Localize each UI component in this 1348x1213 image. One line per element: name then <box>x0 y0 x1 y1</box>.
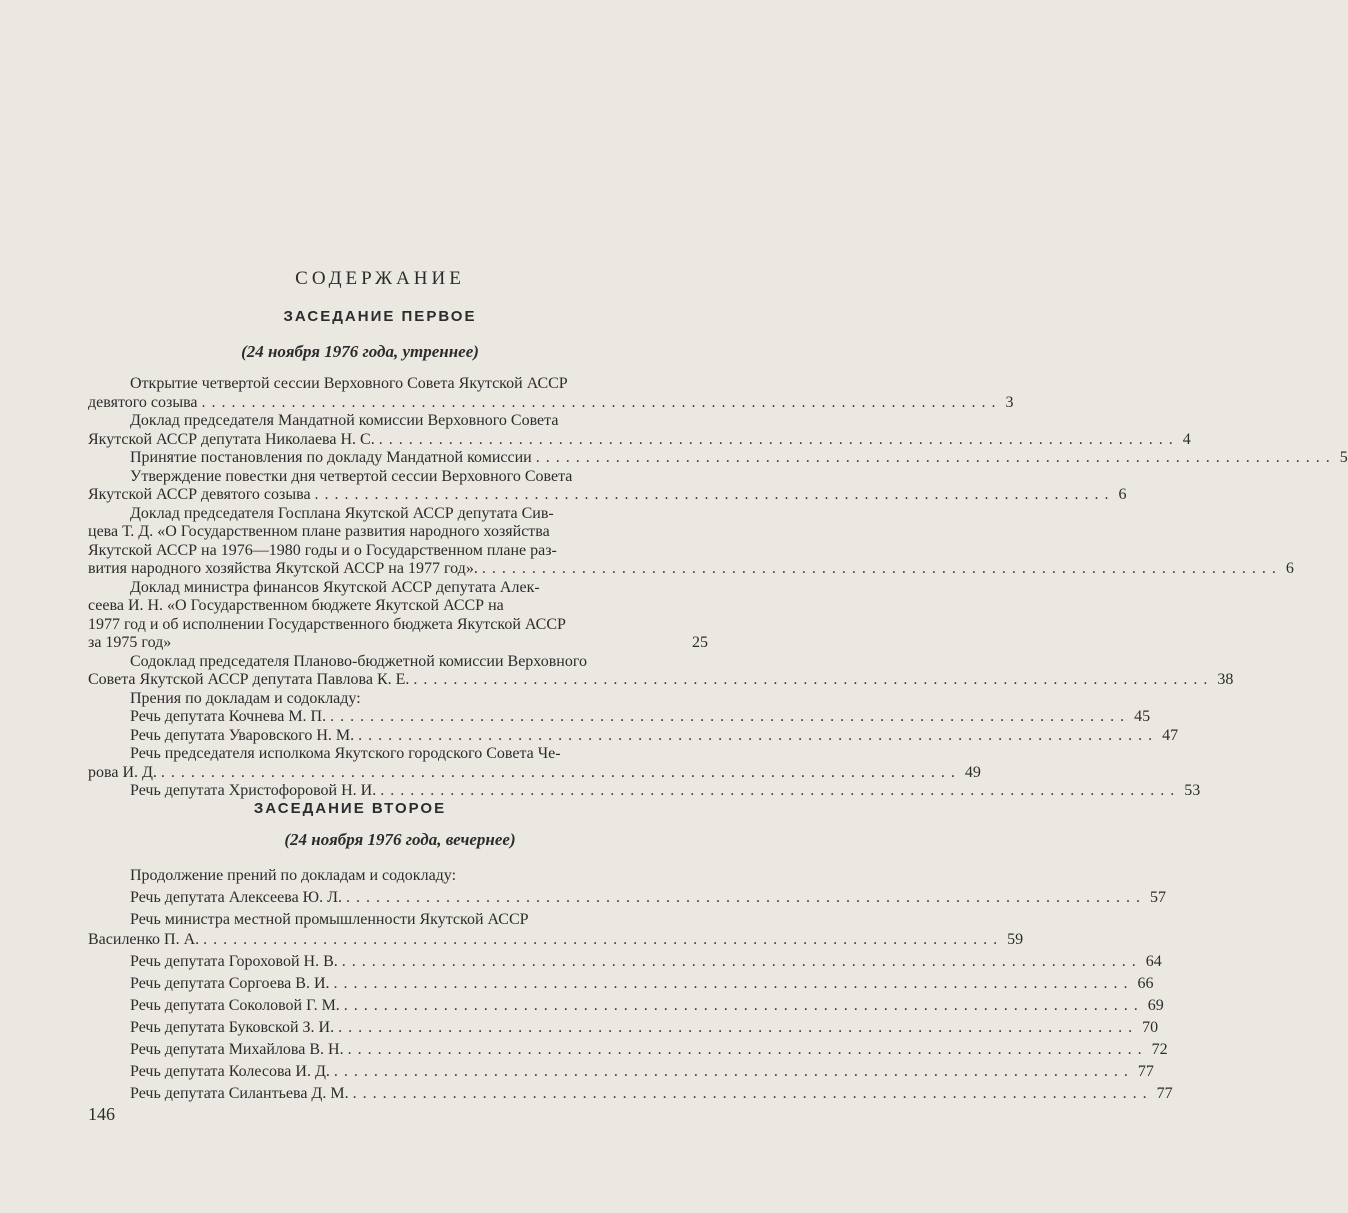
dot-leader: ................................................................................ <box>352 1085 1153 1102</box>
toc-page-number: 3 <box>1005 393 1014 411</box>
toc-page-number: 77 <box>1137 1063 1154 1080</box>
toc-entry-text: Речь депутата Силантьева Д. М. <box>130 1085 349 1102</box>
toc-entry-last-line <box>88 671 1234 690</box>
toc-entry-text: Совета Якутской АССР депутата Павлова К. Е. <box>88 671 410 688</box>
toc-entry-last-line <box>88 486 1127 505</box>
dot-leader: ................................................................................ <box>201 393 1002 411</box>
toc-page-number: 25 <box>692 634 708 651</box>
toc-page-number: 70 <box>1142 1019 1159 1036</box>
toc-page-number: 4 <box>1182 430 1191 448</box>
toc-entry-text: Речь депутата Соколовой Г. М. <box>130 997 340 1014</box>
toc-entry <box>88 708 1151 727</box>
toc-entry-text: Речь депутата Уваровского Н. М. <box>130 726 355 744</box>
toc-entry-text: Речь депутата Михайлова В. Н. <box>130 1041 344 1058</box>
dot-leader: ................................................................................ <box>330 708 1131 725</box>
toc-entry-text: Речь депутата Колесова И. Д. <box>130 1063 330 1080</box>
toc-entry-line: 1977 год и об исполнении Государственного бюджета Якутской АССР <box>88 615 566 633</box>
toc-page-number: 49 <box>964 763 981 781</box>
toc-entry <box>88 504 1294 579</box>
toc-entry <box>88 952 1162 972</box>
toc-entry-text: за 1975 год» <box>88 634 172 651</box>
toc-entry <box>88 1040 1168 1060</box>
dot-leader: ................................................................................ <box>333 1063 1134 1080</box>
toc-entry-text: Якутской АССР девятого созыва <box>88 486 311 503</box>
toc-entry-last-line <box>88 560 1294 579</box>
toc-entry-line: Доклад председателя Мандатной комиссии Верховного Совета <box>130 412 559 429</box>
toc-entry-last-line <box>88 888 1166 908</box>
session-1-heading: ЗАСЕДАНИЕ ПЕРВОЕ <box>283 308 477 325</box>
toc-page-number: 5 <box>1339 449 1348 466</box>
toc-entry-last-line <box>88 449 1348 468</box>
toc-entry <box>88 1062 1154 1082</box>
toc-entry-line: Открытие четвертой сессии Верховного Совета Якутской АССР <box>130 375 568 392</box>
toc-page-number: 64 <box>1145 953 1162 970</box>
toc-entry-text: вития народного хозяйства Якутской АССР на 1977 год». <box>88 560 478 577</box>
toc-entry-last-line <box>88 430 1191 450</box>
toc-entry-last-line <box>88 690 708 709</box>
toc-entry-text: Речь депутата Алексеева Ю. Л. <box>130 889 342 906</box>
dot-leader: ................................................................................ <box>343 997 1144 1014</box>
toc-entry-text: Речь депутата Христофоровой Н. И. <box>130 782 377 799</box>
toc-entry <box>88 467 1127 505</box>
toc-page-number: 6 <box>1285 560 1294 577</box>
dot-leader: ................................................................................ <box>203 931 1004 948</box>
toc-entry-text: Якутской АССР депутата Николаева Н. С. <box>88 430 375 448</box>
toc-entry-last-line <box>88 1084 1173 1104</box>
toc-entry-line: Утверждение повестки дня четвертой сессии Верховного Совета <box>130 467 573 485</box>
toc-entry-last-line <box>88 726 1179 746</box>
session-2-heading: ЗАСЕДАНИЕ ВТОРОЕ <box>253 800 447 817</box>
toc-entry <box>88 745 981 782</box>
toc-entry <box>88 726 1179 746</box>
toc-entry <box>88 449 1348 468</box>
session-2-date: (24 ноября 1976 года, вечернее) <box>284 830 516 849</box>
toc-entry-line: цева Т. Д. «О Государственном плане развития народного хозяйства <box>88 523 550 540</box>
toc-entry-last-line <box>88 952 1162 972</box>
toc-entry-last-line <box>88 1018 1159 1038</box>
toc-entry-last-line <box>88 393 1014 413</box>
contents-title: СОДЕРЖАНИЕ <box>295 268 465 289</box>
dot-leader: ................................................................................ <box>358 726 1159 744</box>
toc-entry-last-line <box>88 634 708 653</box>
toc-entry <box>88 1018 1159 1038</box>
toc-entry <box>88 782 1201 801</box>
toc-entry-text: Продолжение прений по докладам и содокладу: <box>130 867 457 884</box>
toc-page-number: 45 <box>1134 708 1151 725</box>
toc-entry-text: Речь депутата Соргоева В. И. <box>130 975 330 992</box>
toc-entry-line: Доклад председателя Госплана Якутской АССР депутата Сив- <box>130 504 554 522</box>
toc-entry-text: Речь депутата Гороховой Н. В. <box>130 953 338 970</box>
dot-leader: ................................................................................ <box>160 763 961 781</box>
toc-page-number: 47 <box>1162 726 1179 744</box>
toc-entry-last-line <box>88 782 1201 801</box>
toc-entry-text: Речь депутата Кочнева М. П. <box>130 708 327 725</box>
toc-page-number: 66 <box>1137 975 1154 992</box>
toc-entry-last-line <box>88 708 1151 727</box>
toc-entry-last-line <box>88 763 981 783</box>
toc-entry-last-line <box>88 1040 1168 1060</box>
toc-entry-text: Василенко П. А. <box>88 931 200 948</box>
toc-entry-text: Речь депутата Буковской З. И. <box>130 1019 335 1036</box>
toc-entry <box>88 1084 1173 1104</box>
dot-leader: ................................................................................ <box>341 953 1142 970</box>
toc-entry <box>88 996 1164 1016</box>
toc-entry-line: Доклад министра финансов Якутской АССР депутата Алек- <box>130 578 540 596</box>
toc-page-number: 38 <box>1217 671 1234 688</box>
toc-entry-last-line <box>88 1062 1154 1082</box>
toc-entry <box>88 888 1166 908</box>
dot-leader: ................................................................................ <box>345 889 1146 906</box>
dot-leader: ................................................................................ <box>347 1041 1148 1058</box>
toc-page-number: 6 <box>1118 486 1127 503</box>
toc-entry <box>88 412 1191 449</box>
dot-leader: ................................................................................ <box>338 1019 1139 1036</box>
toc-entry-last-line <box>88 866 708 886</box>
session-1-date: (24 ноября 1976 года, утреннее) <box>241 342 479 361</box>
toc-entry <box>88 690 708 709</box>
toc-entry-line: Якутской АССР на 1976—1980 годы и о Государственном плане раз- <box>88 541 557 559</box>
dot-leader: ................................................................................ <box>378 430 1179 448</box>
toc-page-number: 69 <box>1147 997 1164 1014</box>
dot-leader: ................................................................................ <box>380 782 1181 799</box>
toc-entry <box>88 910 1024 950</box>
dot-leader: ................................................................................ <box>535 449 1336 466</box>
toc-entry <box>88 652 1234 690</box>
toc-entry-text: рова И. Д. <box>88 763 157 781</box>
toc-entry <box>88 579 708 653</box>
toc-entry-line: Речь министра местной промышленности Якутской АССР <box>130 911 529 928</box>
toc-page-number: 72 <box>1151 1041 1168 1058</box>
page-number: 146 <box>88 1104 115 1124</box>
toc-entry-last-line <box>88 930 1024 950</box>
dot-leader: ................................................................................ <box>314 486 1115 503</box>
toc-page-number: 77 <box>1156 1085 1173 1102</box>
toc-entry-line: Содоклад председателя Планово-бюджетной комиссии Верховного <box>130 652 587 670</box>
toc-entry-line: Речь председателя исполкома Якутского городского Совета Че- <box>130 745 561 762</box>
toc-entry <box>88 974 1154 994</box>
toc-entry-text: Принятие постановления по докладу Мандатной комиссии <box>130 449 532 466</box>
dot-leader: ................................................................................ <box>481 560 1282 577</box>
toc-entry <box>88 866 708 886</box>
toc-page-number: 53 <box>1184 782 1201 799</box>
session-2-toc <box>88 866 1173 1106</box>
toc-entry-last-line <box>88 974 1154 994</box>
dot-leader: ................................................................................ <box>333 975 1134 992</box>
toc-entry <box>88 375 1014 412</box>
toc-entry-text: девятого созыва <box>88 393 198 411</box>
session-1-toc <box>88 375 1348 801</box>
toc-entry-line: сеева И. Н. «О Государственном бюджете Якутской АССР на <box>88 597 504 614</box>
toc-entry-text: Прения по докладам и содокладу: <box>130 689 361 707</box>
toc-page-number: 59 <box>1007 931 1024 948</box>
toc-entry-last-line <box>88 996 1164 1016</box>
toc-page-number: 57 <box>1149 889 1166 906</box>
dot-leader: ................................................................................ <box>413 671 1214 688</box>
